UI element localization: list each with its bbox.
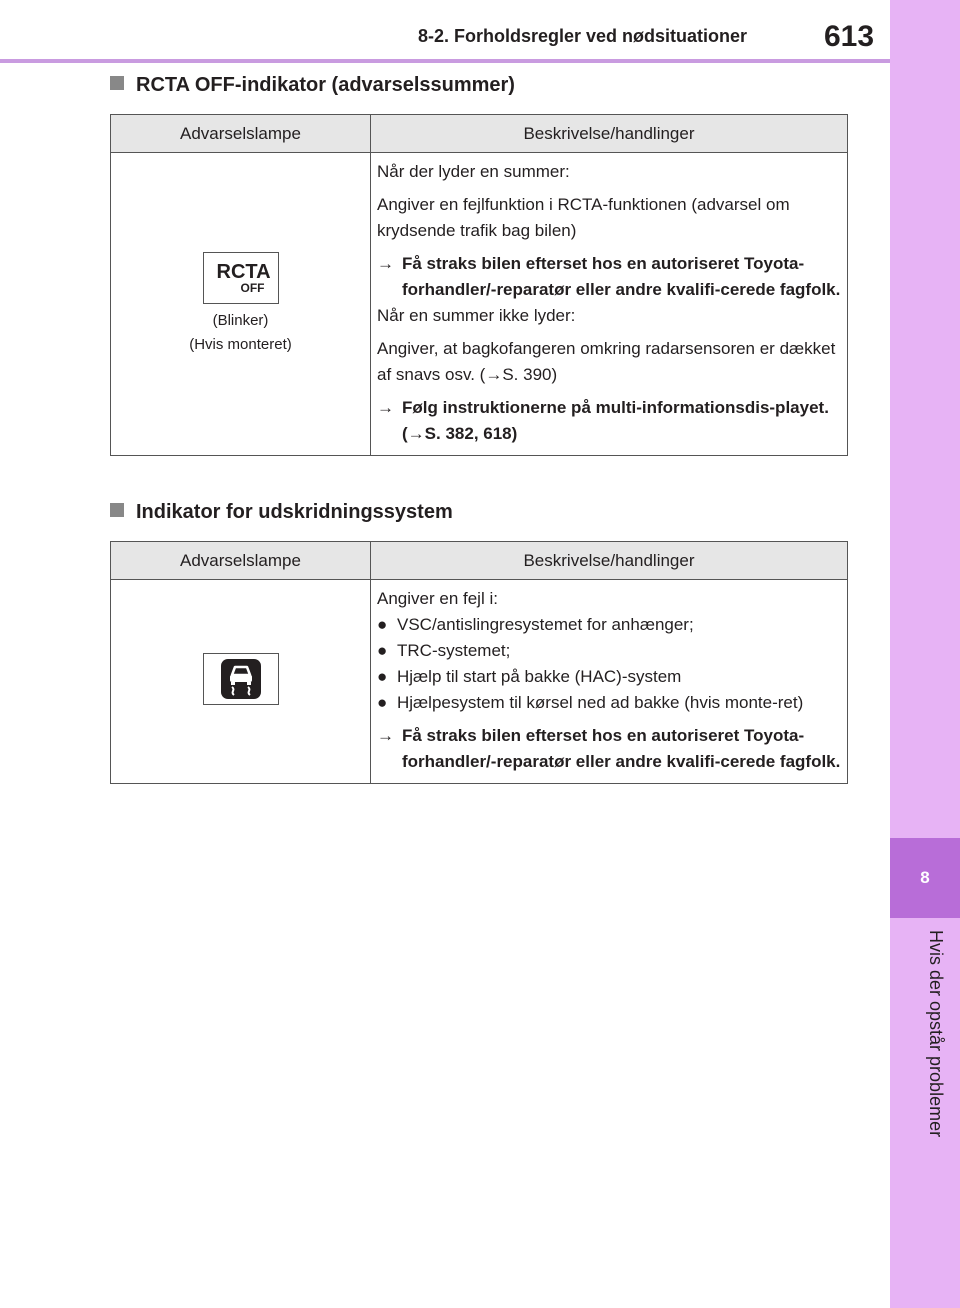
table-header-row [111,542,848,580]
list-item: ● TRC-systemet; [377,638,841,664]
section-heading-text: Indikator for udskridningssystem [136,501,453,523]
column-header-lamp: Advarselslampe [111,115,371,153]
heading-square-icon [110,76,124,90]
icon-caption-blinking: (Blinker) [212,311,269,329]
list-item: ● Hjælp til start på bakke (HAC)-system [377,664,841,690]
heading-square-icon [110,503,124,517]
section-heading-rcta [110,74,515,97]
action-instruction: → Få straks bilen efterset hos en autoriseret Toyota-forhandler/-reparatør eller andre kvalifi-cerede fagfolk. [377,723,841,775]
action-instruction: → Få straks bilen efterset hos en autoriseret Toyota-forhandler/-reparatør eller andre kvalifi-cerede fagfolk. [377,251,841,303]
arrow-icon: → [377,398,394,417]
list-item: ● VSC/antislingresystemet for anhænger; [377,612,841,638]
column-header-lamp: Advarselslampe [111,542,371,580]
page-number: 613 [824,20,875,53]
description-text: Angiver, at bagkofangeren omkring radarsensoren er dækket af snavs osv. (→S. 390) [377,339,836,384]
rcta-icon-off-text: OFF [240,280,265,295]
bullet-icon: ● [377,693,388,712]
bullet-icon: ● [377,667,388,686]
bullet-icon: ● [377,641,388,660]
action-instruction: → Følg instruktionerne på multi-informationsdis-playet. (→S. 382, 618) [377,395,841,447]
description-text: Angiver en fejlfunktion i RCTA-funktionen (advarsel om krydsende trafik bag bilen) [377,195,790,240]
chapter-title: Hvis der opstår problemer [926,930,946,1138]
arrow-icon: → [407,424,425,443]
chapter-number: 8 [920,868,930,887]
icon-cell [111,153,371,456]
table-header-row [111,115,848,153]
description-text: Når der lyder en summer: [377,162,570,181]
arrow-icon: → [377,254,394,273]
table-row [111,153,848,456]
icon-caption-if-equipped: (Hvis monteret) [189,335,292,353]
description-cell [371,153,848,456]
rcta-warning-table [110,114,848,456]
list-item: ● Hjælpesystem til kørsel ned ad bakke (hvis monte-ret) [377,690,841,716]
arrow-icon: → [485,365,503,384]
page-header [0,0,890,64]
section-heading-text: RCTA OFF-indikator (advarselssummer) [136,74,515,96]
slip-indicator-icon [203,653,279,705]
description-cell [371,580,848,784]
section-heading-slip-indicator [110,501,453,524]
description-text: Angiver en fejl i: [377,589,498,608]
description-text: Når en summer ikke lyder: [377,306,576,325]
chapter-number-box [890,838,960,918]
rcta-off-icon [203,252,279,304]
page-reference-link[interactable]: S. 390) [502,365,558,384]
page-reference-link[interactable]: S. 382, 618) [424,424,518,443]
rcta-icon-text: RCTA [216,260,271,283]
slip-indicator-table [110,541,848,784]
header-divider [0,59,890,63]
column-header-description: Beskrivelse/handlinger [371,115,848,153]
arrow-icon: → [377,726,394,745]
header-section-title: 8-2. Forholdsregler ved nødsituationer [418,26,748,46]
icon-cell [111,580,371,784]
bullet-icon: ● [377,615,388,634]
column-header-description: Beskrivelse/handlinger [371,542,848,580]
table-row [111,580,848,784]
